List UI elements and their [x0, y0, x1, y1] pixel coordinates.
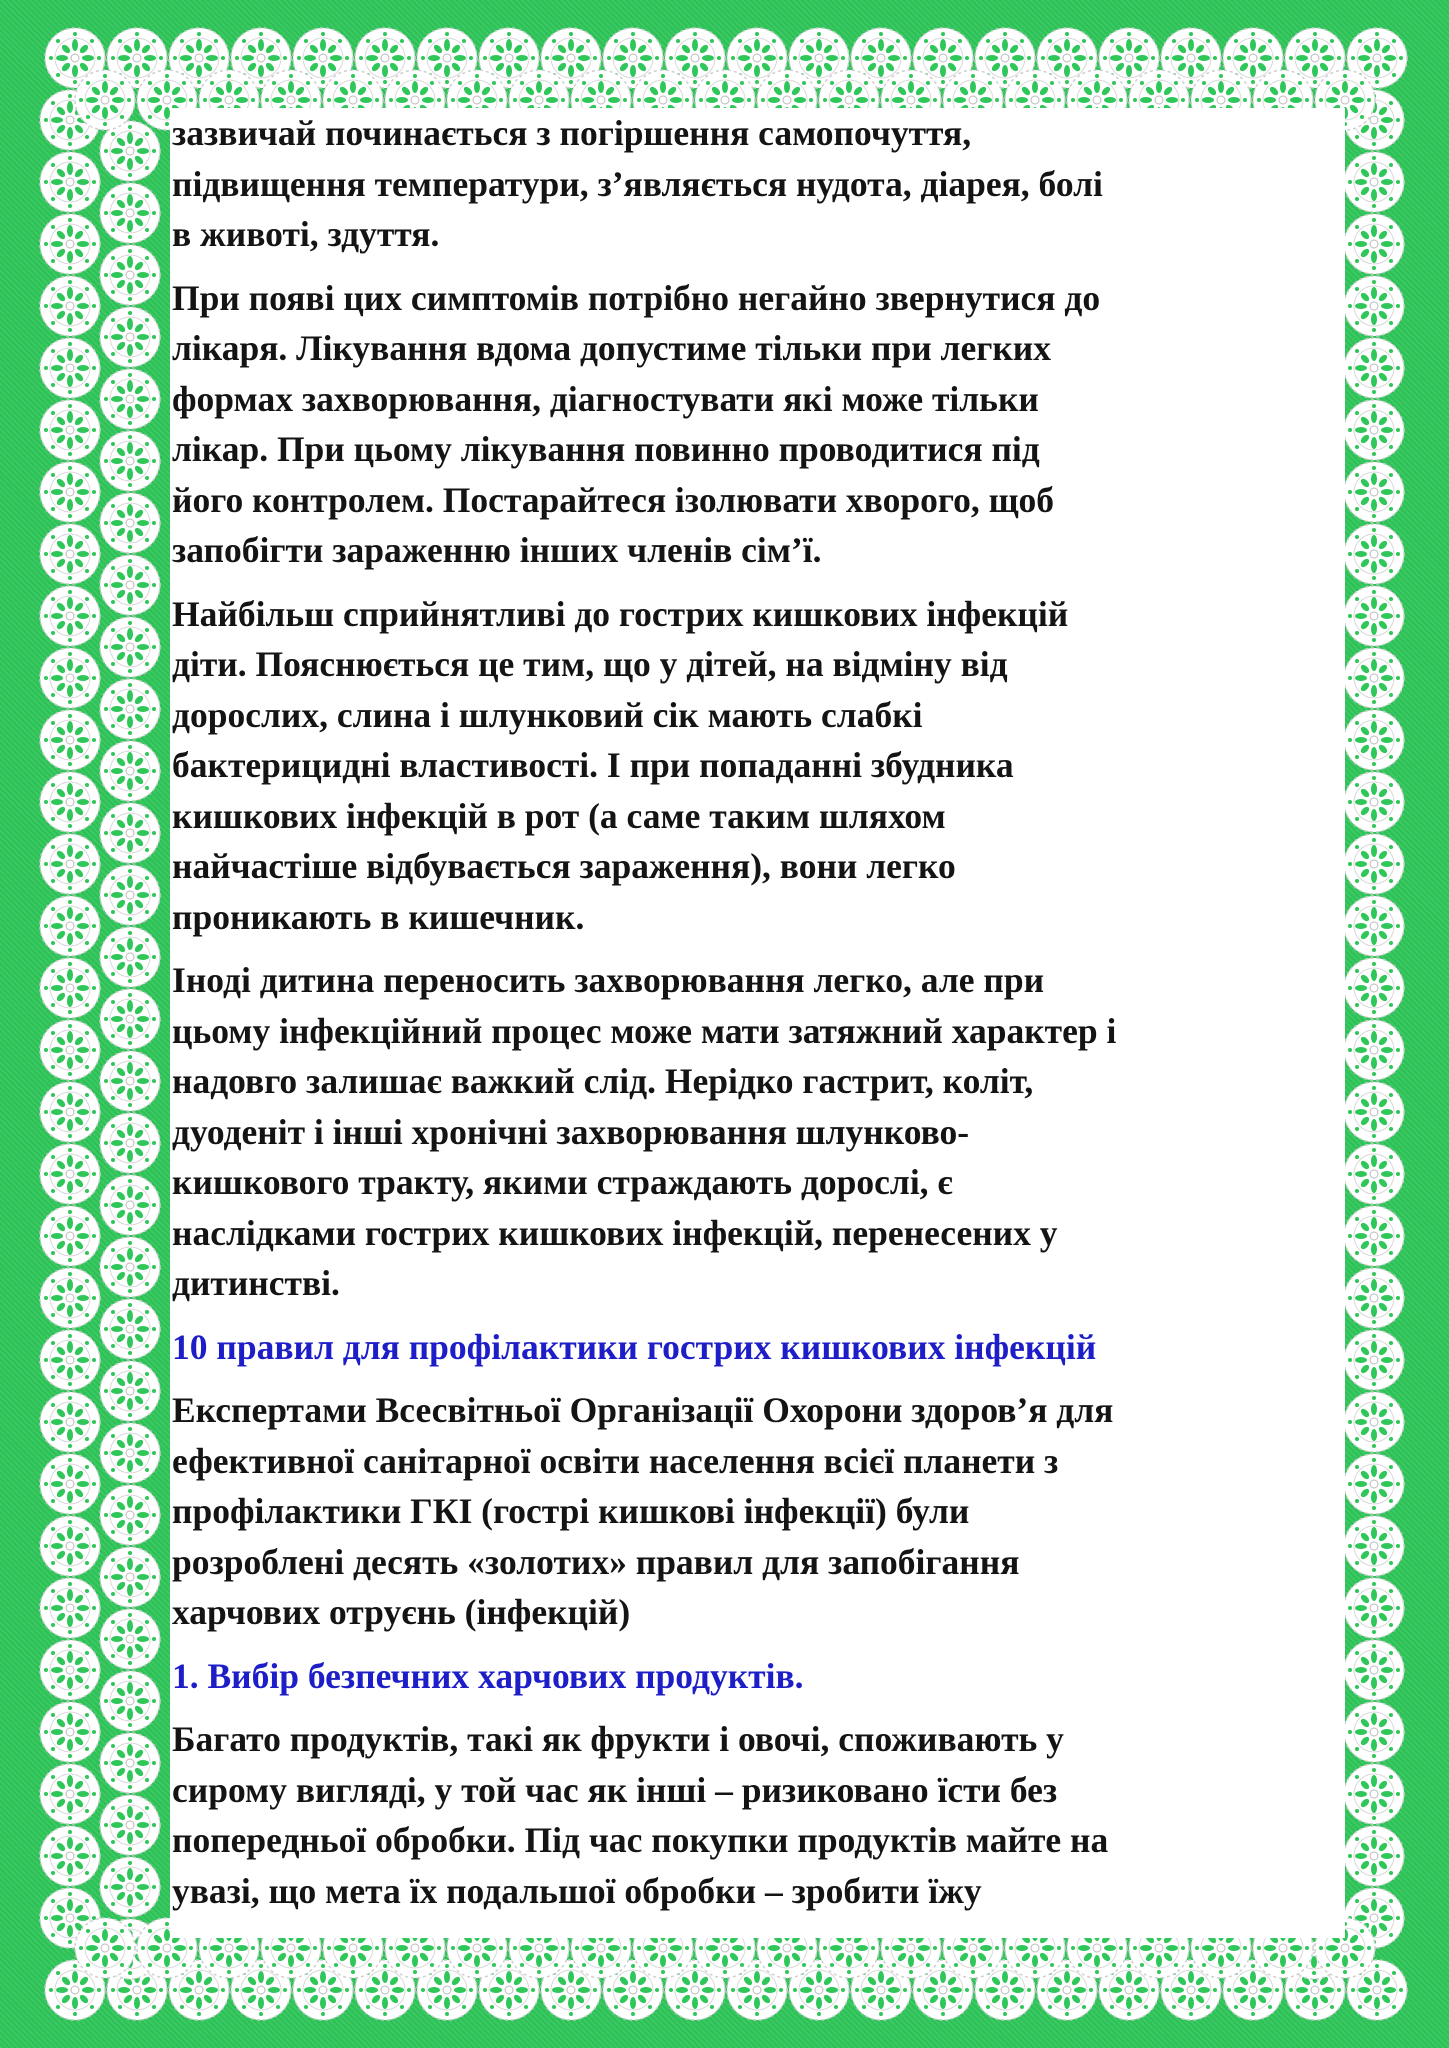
lace-doily-icon — [100, 1423, 160, 1483]
lace-doily-icon — [1344, 214, 1404, 274]
text-line: ефективної санітарної освіти населення всієї планети з — [172, 1440, 1059, 1481]
article-body — [172, 108, 1352, 1929]
lace-doily-icon — [40, 896, 100, 956]
text-line: 10 правил для профілактики гострих кишкових інфекцій — [172, 1326, 1097, 1367]
lace-doily-icon — [1344, 586, 1404, 646]
text-line: дуоденіт і інші хронічні захворювання шлунково- — [172, 1111, 970, 1152]
lace-doily-icon — [100, 493, 160, 553]
text-line: лікар. При цьому лікування повинно проводитися під — [172, 429, 1040, 469]
lace-doily-icon — [100, 1361, 160, 1421]
lace-doily-icon — [100, 1547, 160, 1607]
lace-doily-icon — [40, 524, 100, 584]
lace-doily-icon — [100, 803, 160, 863]
text-line: діти. Пояснюється це тим, що у дітей, на відміну від — [172, 644, 1008, 684]
text-line: увазі, що мета їх подальшої обробки – зробити їжу — [172, 1870, 982, 1911]
lace-doily-icon — [40, 834, 100, 894]
lace-doily-icon — [100, 1609, 160, 1669]
paragraph — [172, 955, 1352, 1309]
lace-doily-icon — [1344, 524, 1404, 584]
text-line: дорослих, слина і шлунковий сік мають слабкі — [172, 694, 923, 735]
lace-doily-icon — [40, 1516, 100, 1576]
lace-doily-icon — [100, 741, 160, 801]
lace-doily-icon — [100, 431, 160, 491]
lace-doily-icon — [1344, 1454, 1404, 1514]
lace-doily-icon — [1344, 1640, 1404, 1700]
text-line: 1. Вибір безпечних харчових продуктів. — [172, 1655, 804, 1696]
paragraph — [172, 108, 1352, 260]
text-line: наслідками гострих кишкових інфекцій, перенесених у — [172, 1212, 1058, 1253]
text-line: бактерицидні властивості. І при попаданні збудника — [172, 745, 1014, 785]
lace-doily-icon — [100, 555, 160, 615]
text-line: формах захворювання, діагностувати які може тільки — [172, 378, 1039, 419]
lace-doily-icon — [40, 958, 100, 1018]
lace-doily-icon — [40, 1764, 100, 1824]
lace-doily-icon — [100, 1299, 160, 1359]
lace-doily-icon — [40, 1268, 100, 1328]
lace-doily-icon — [100, 183, 160, 243]
lace-doily-icon — [40, 1578, 100, 1638]
lace-doily-icon — [40, 1640, 100, 1700]
lace-doily-icon — [100, 1485, 160, 1545]
lace-doily-icon — [1344, 834, 1404, 894]
text-line: Експертами Всесвітньої Організації Охорони здоров’я для — [172, 1390, 1114, 1430]
paragraph — [172, 1714, 1352, 1916]
lace-doily-icon — [1344, 1206, 1404, 1266]
lace-doily-icon — [40, 1330, 100, 1390]
text-line: попередньої обробки. Під час покупки продуктів майте на — [172, 1820, 1109, 1860]
lace-doily-icon — [1344, 462, 1404, 522]
text-line: Іноді дитина переносить захворювання легко, але при — [172, 960, 1045, 1000]
lace-doily-icon — [100, 617, 160, 677]
lace-doily-icon — [40, 1826, 100, 1886]
lace-doily-icon — [1344, 958, 1404, 1018]
lace-doily-icon — [1344, 1826, 1404, 1886]
text-line: Найбільш сприйнятливі до гострих кишкових інфекцій — [172, 593, 1069, 634]
lace-doily-icon — [100, 679, 160, 739]
text-line: лікаря. Лікування вдома допустиме тільки при легких — [172, 328, 1051, 368]
lace-doily-icon — [40, 772, 100, 832]
text-line: харчових отруєнь (інфекцій) — [172, 1592, 631, 1632]
lace-doily-icon — [100, 1671, 160, 1731]
paragraph — [172, 589, 1352, 943]
lace-doily-icon — [100, 1175, 160, 1235]
lace-doily-icon — [1344, 1268, 1404, 1328]
lace-doily-icon — [40, 1144, 100, 1204]
lace-doily-icon — [100, 1051, 160, 1111]
lace-doily-icon — [1344, 1144, 1404, 1204]
lace-doily-icon — [1344, 152, 1404, 212]
lace-doily-icon — [40, 276, 100, 336]
lace-doily-icon — [1344, 1082, 1404, 1142]
lace-doily-icon — [100, 1857, 160, 1917]
lace-doily-icon — [40, 1020, 100, 1080]
text-line: кишкових інфекцій в рот (а саме таким шляхом — [172, 795, 946, 836]
lace-doily-icon — [40, 648, 100, 708]
lace-doily-icon — [100, 1795, 160, 1855]
text-line: його контролем. Постарайтеся ізолювати хворого, щоб — [172, 479, 1055, 520]
lace-doily-icon — [100, 369, 160, 429]
text-line: сирому вигляді, у той час як інші – ризиковано їсти без — [172, 1769, 1058, 1810]
lace-doily-icon — [1344, 896, 1404, 956]
paragraph — [172, 273, 1352, 576]
lace-doily-icon — [40, 1082, 100, 1142]
text-line: надовго залишає важкий слід. Нерідко гастрит, коліт, — [172, 1061, 1034, 1101]
lace-doily-icon — [100, 1113, 160, 1173]
text-line: профілактики ГКІ (гострі кишкові інфекції) були — [172, 1491, 970, 1531]
lace-doily-icon — [40, 1392, 100, 1452]
lace-doily-icon — [40, 1702, 100, 1762]
lace-doily-icon — [1344, 648, 1404, 708]
lace-doily-icon — [1344, 1516, 1404, 1576]
lace-doily-icon — [100, 245, 160, 305]
lace-doily-icon — [1344, 772, 1404, 832]
lace-doily-icon — [100, 1733, 160, 1793]
lace-doily-icon — [1344, 276, 1404, 336]
text-line: підвищення температури, з’являється нудота, діарея, болі — [172, 163, 1103, 204]
section-heading — [172, 1651, 1352, 1702]
lace-doily-icon — [40, 1454, 100, 1514]
lace-doily-icon — [100, 1237, 160, 1297]
lace-doily-icon — [40, 462, 100, 522]
lace-doily-icon — [1344, 710, 1404, 770]
lace-doily-icon — [1344, 1330, 1404, 1390]
text-line: кишкового тракту, якими страждають дорослі, є — [172, 1162, 953, 1202]
lace-doily-icon — [1344, 400, 1404, 460]
lace-doily-icon — [1344, 1702, 1404, 1762]
text-line: в животі, здуття. — [172, 214, 440, 254]
lace-doily-icon — [100, 307, 160, 367]
text-line: дитинстві. — [172, 1263, 340, 1303]
lace-doily-icon — [40, 152, 100, 212]
lace-doily-icon — [75, 70, 135, 130]
text-line: проникають в кишечник. — [172, 896, 585, 937]
lace-doily-icon — [1344, 1020, 1404, 1080]
lace-doily-icon — [40, 710, 100, 770]
lace-doily-icon — [1344, 338, 1404, 398]
lace-doily-icon — [40, 338, 100, 398]
lace-doily-icon — [40, 214, 100, 274]
paragraph — [172, 1385, 1352, 1638]
text-line: цьому інфекційний процес може мати затяжний характер і — [172, 1010, 1117, 1051]
lace-doily-icon — [1344, 1392, 1404, 1452]
lace-doily-icon — [100, 927, 160, 987]
lace-doily-icon — [40, 400, 100, 460]
text-line: Багато продуктів, такі як фрукти і овочі, споживають у — [172, 1719, 1064, 1759]
text-line: найчастіше відбувається зараження), вони легко — [172, 846, 956, 886]
lace-doily-icon — [1344, 1764, 1404, 1824]
lace-doily-icon — [100, 865, 160, 925]
text-line: зазвичай починається з погіршення самопочуття, — [172, 113, 972, 153]
lace-doily-icon — [100, 989, 160, 1049]
text-line: При появі цих симптомів потрібно негайно звернутися до — [172, 277, 1101, 318]
text-line: запобігти зараженню інших членів сім’ї. — [172, 530, 822, 570]
text-line: розроблені десять «золотих» правил для запобігання — [172, 1541, 1020, 1582]
lace-doily-icon — [1344, 1578, 1404, 1638]
lace-doily-icon — [75, 1918, 135, 1978]
lace-doily-icon — [40, 586, 100, 646]
lace-doily-icon — [40, 1206, 100, 1266]
section-heading — [172, 1322, 1352, 1373]
